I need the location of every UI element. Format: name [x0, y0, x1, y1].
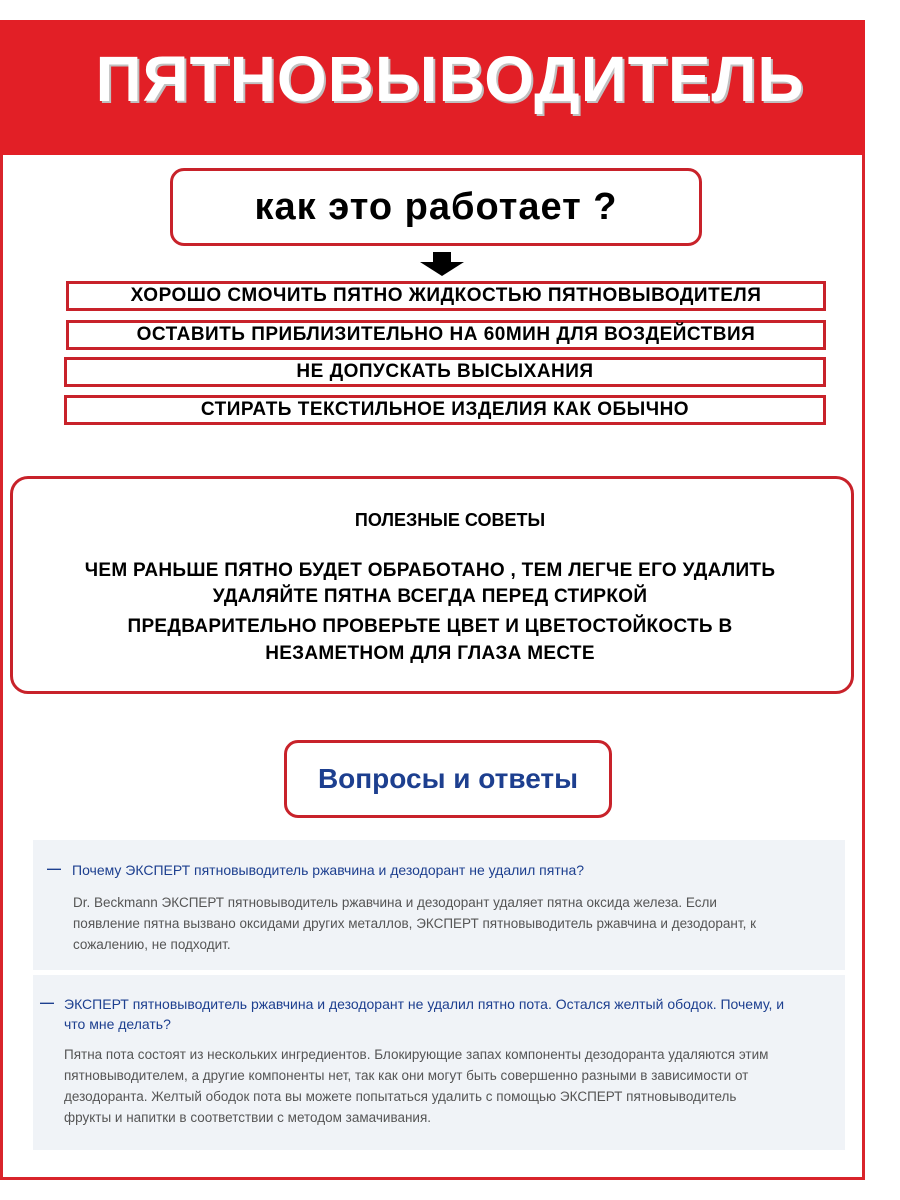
faq-answer-line: Dr. Beckmann ЭКСПЕРТ пятновыводитель ржавчина и дезодорант удаляет пятна оксида железа. Если [73, 895, 717, 910]
faq-question[interactable]: ЭКСПЕРТ пятновыводитель ржавчина и дезодорант не удалил пятно пота. Остался желтый ободок. Почему, и [64, 996, 785, 1012]
how-it-works-title: как это работает ? [170, 168, 702, 246]
tips-title: ПОЛЕЗНЫЕ СОВЕТЫ [354, 510, 546, 530]
step-4: СТИРАТЬ ТЕКСТИЛЬНОЕ ИЗДЕЛИЯ КАК ОБЫЧНО [64, 395, 826, 425]
tip-line: ЧЕМ РАНЬШЕ ПЯТНО БУДЕТ ОБРАБОТАНО , ТЕМ ЛЕГЧЕ ЕГО УДАЛИТЬ [84, 560, 776, 581]
tip-line: НЕЗАМЕТНОМ ДЛЯ ГЛАЗА МЕСТЕ [265, 643, 595, 664]
faq-answer-line: пятновыводителем, а другие компоненты нет, так как они могут быть совершенно разными в зависимости от [64, 1068, 749, 1083]
faq-answer-line: Пятна пота состоят из нескольких ингредиентов. Блокирующие запах компоненты дезодоранта удаляются этим [64, 1047, 769, 1062]
tip-line: УДАЛЯЙТЕ ПЯТНА ВСЕГДА ПЕРЕД СТИРКОЙ [212, 586, 648, 607]
arrow-down-icon [420, 252, 464, 276]
page-title: ПЯТНОВЫВОДИТЕЛЬ [95, 43, 805, 115]
step-2: ОСТАВИТЬ ПРИБЛИЗИТЕЛЬНО НА 60МИН ДЛЯ ВОЗДЕЙСТВИЯ [66, 320, 826, 350]
faq-question[interactable]: Почему ЭКСПЕРТ пятновыводитель ржавчина и дезодорант не удалил пятна? [72, 862, 585, 878]
collapse-dash-icon[interactable]: — [47, 860, 61, 876]
faq-question[interactable]: что мне делать? [64, 1016, 171, 1032]
collapse-dash-icon[interactable]: — [40, 994, 54, 1010]
step-3: НЕ ДОПУСКАТЬ ВЫСЫХАНИЯ [64, 357, 826, 387]
qa-title: Вопросы и ответы [284, 740, 612, 818]
faq-answer-line: появление пятна вызвано оксидами других металлов, ЭКСПЕРТ пятновыводитель ржавчина и дезодорант, к [73, 916, 756, 931]
tip-line: ПРЕДВАРИТЕЛЬНО ПРОВЕРЬТЕ ЦВЕТ И ЦВЕТОСТОЙКОСТЬ В [127, 616, 733, 637]
faq-answer-line: дезодоранта. Желтый ободок пота вы можете попытаться удалить с помощью ЭКСПЕРТ пятновыводитель [64, 1089, 737, 1104]
faq-answer-line: сожалению, не подходит. [73, 937, 231, 952]
step-1: ХОРОШО СМОЧИТЬ ПЯТНО ЖИДКОСТЬЮ ПЯТНОВЫВОДИТЕЛЯ [66, 281, 826, 311]
faq-answer-line: фрукты и напитки в соответствии с методом замачивания. [64, 1110, 432, 1125]
